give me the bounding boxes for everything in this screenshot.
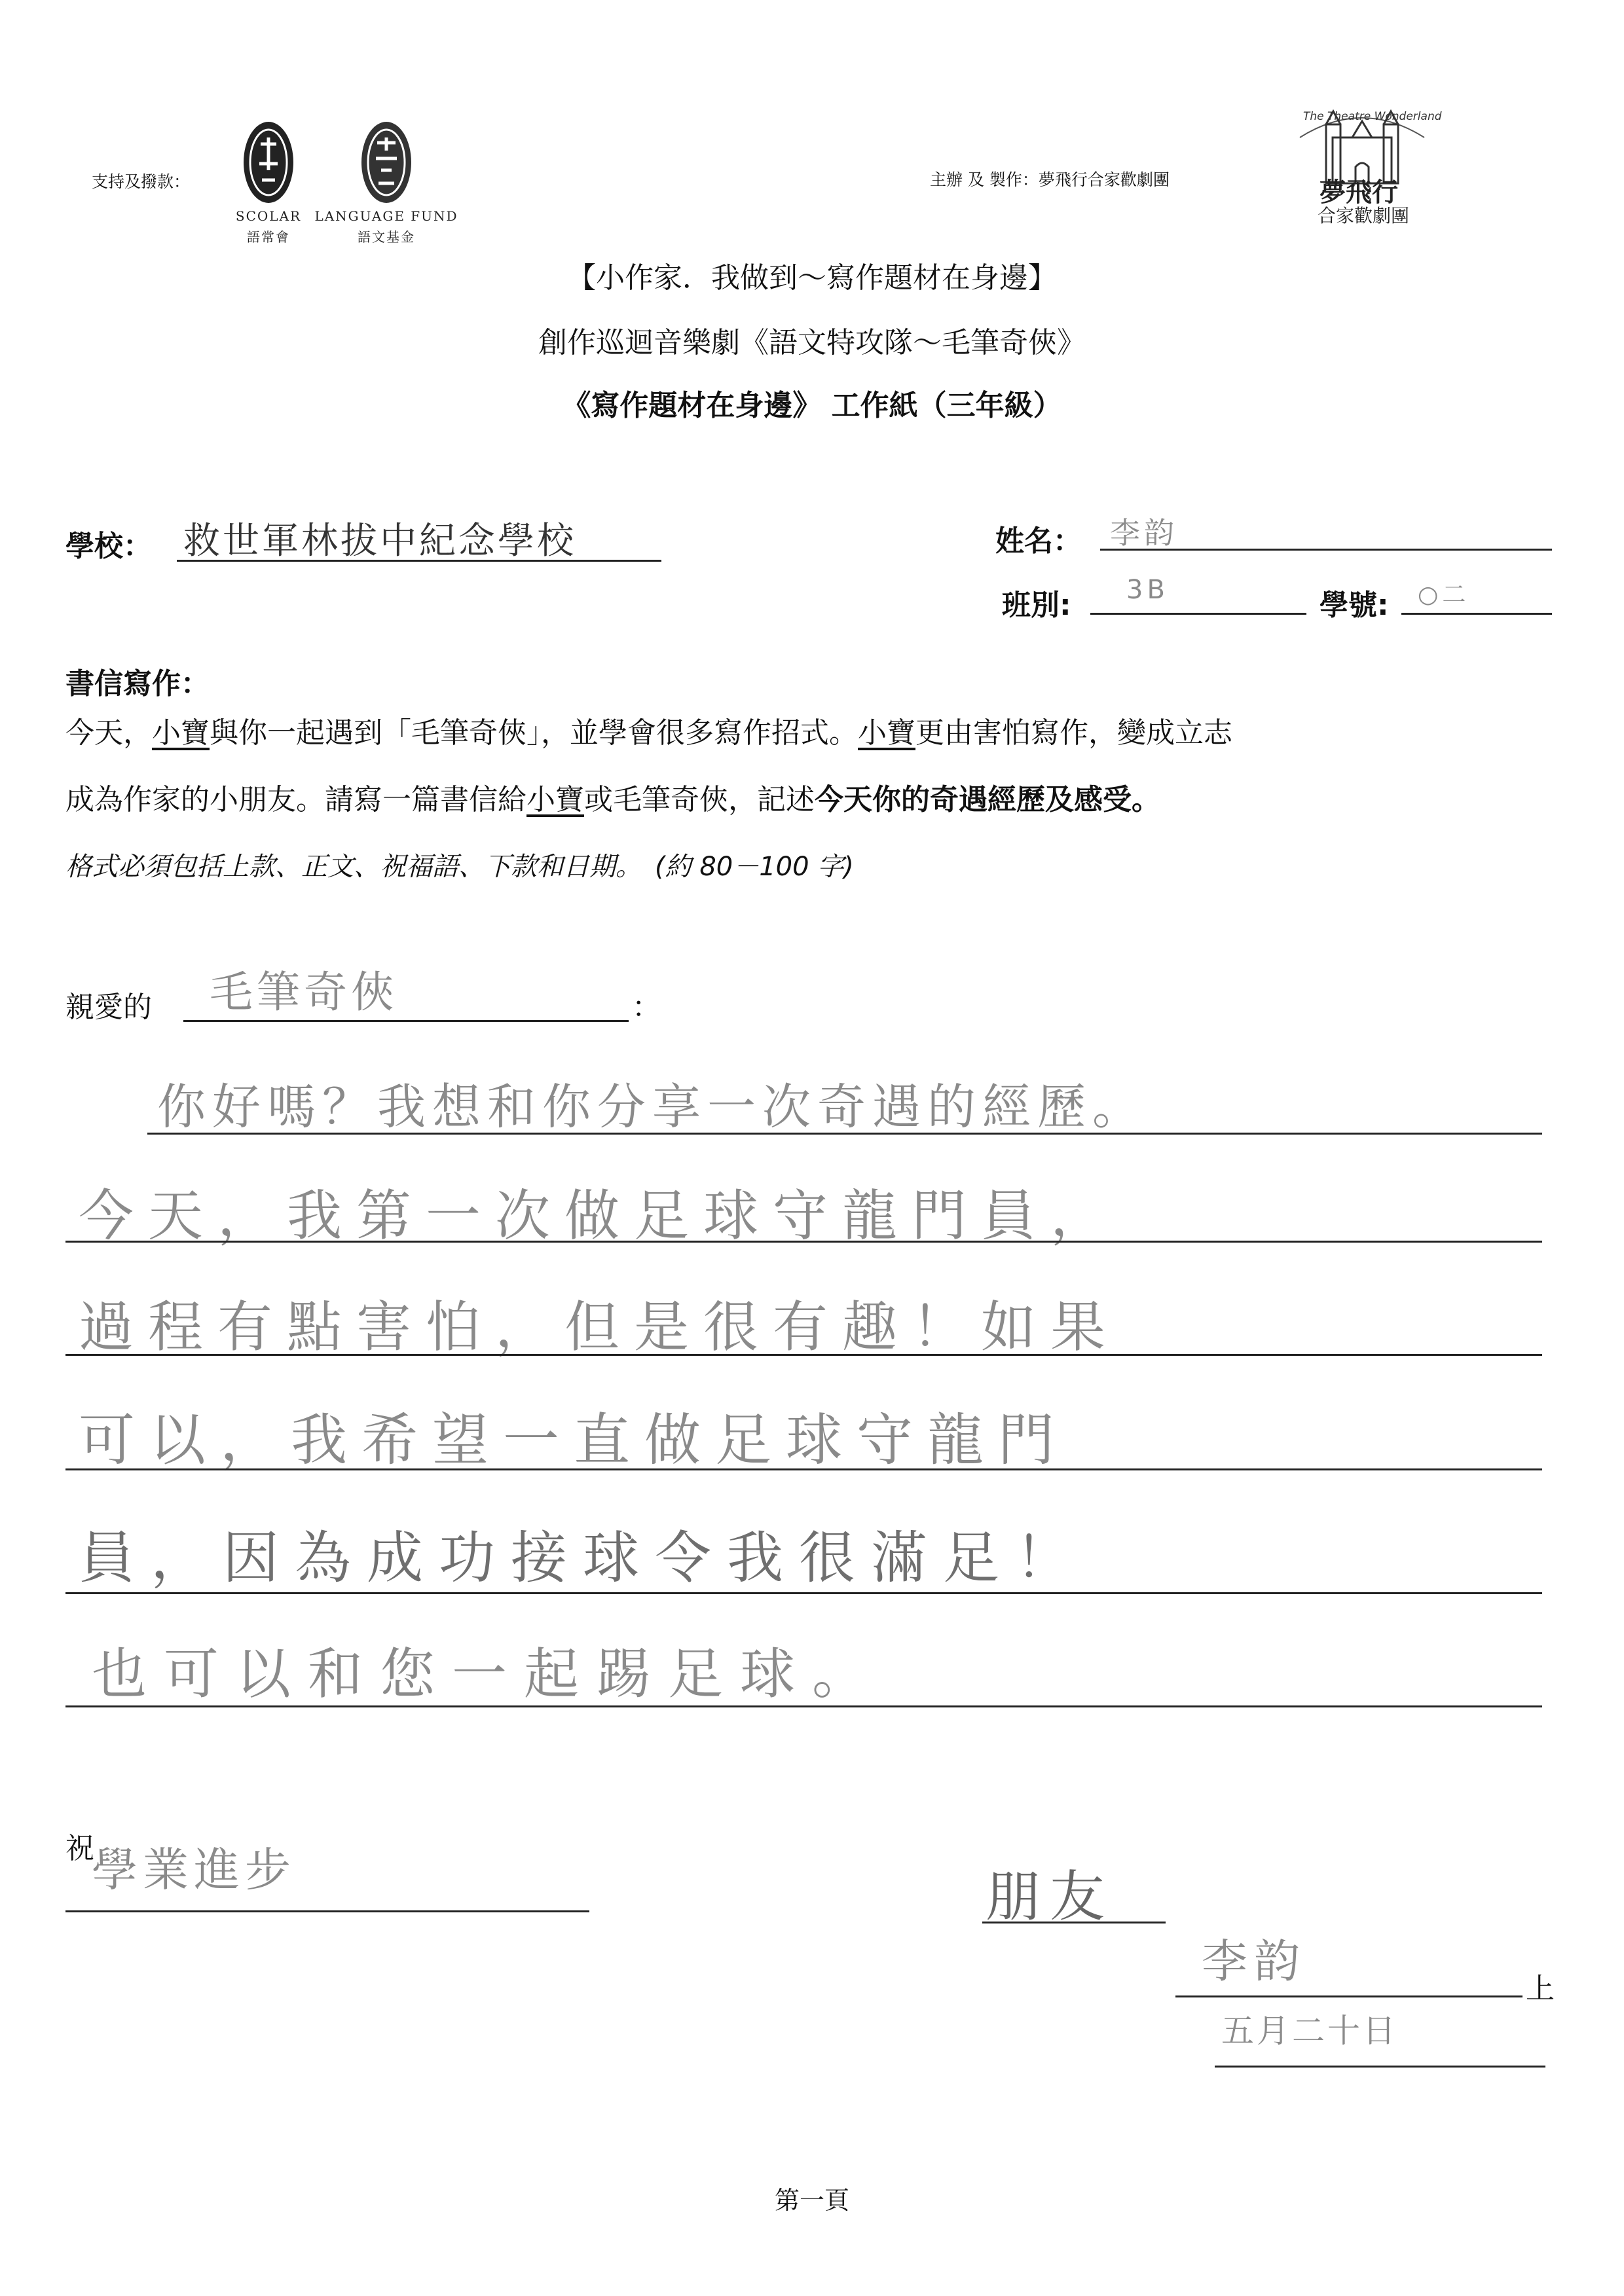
scolar-logo — [229, 118, 308, 210]
title-line-3: 《寫作題材在身邊》 工作紙（三年級） — [562, 389, 1062, 422]
body-rule-3 — [65, 1354, 1542, 1356]
theatre-zh-1: 夢飛行 — [1320, 177, 1398, 208]
date-underline — [1215, 2066, 1545, 2068]
body-line-3[interactable]: 過程有點害怕，但是很有趣！如果 — [79, 1295, 1120, 1359]
body-rule-1 — [147, 1133, 1542, 1135]
body-rule-4 — [65, 1468, 1542, 1470]
body-line-4[interactable]: 可以，我希望一直做足球守龍門 — [79, 1408, 1069, 1473]
scolar-seal-icon — [229, 118, 308, 210]
school-underline — [177, 560, 661, 562]
fund-en: LANGUAGE FUND — [314, 208, 458, 224]
date-value[interactable]: 五月二十日 — [1221, 2012, 1398, 2050]
greeting-underline — [183, 1020, 629, 1022]
class-label: 班別: — [1002, 589, 1071, 622]
number-value[interactable]: ○二 — [1418, 581, 1470, 608]
body-line-1[interactable]: 你好嗎？我想和你分享一次奇遇的經歷。 — [157, 1079, 1147, 1135]
task-paragraph-line-1 — [65, 704, 1572, 762]
title-line-2: 創作巡迴音樂劇《語文特攻隊～毛筆奇俠》 — [538, 326, 1086, 359]
page-number: 第一頁 — [774, 2186, 849, 2215]
name-value[interactable]: 李韵 — [1110, 515, 1178, 551]
blessing-underline — [65, 1910, 589, 1912]
blessing-label: 祝 — [65, 1832, 94, 1865]
title-line-1: 【小作家．我做到～寫作題材在身邊】 — [567, 261, 1057, 295]
p2-c: 或毛筆奇俠，記述 — [584, 783, 815, 816]
body-line-2[interactable]: 今天，我第一次做足球守龍門員， — [79, 1184, 1120, 1248]
number-label: 學號: — [1320, 589, 1389, 622]
signoff-name-underline — [1175, 1995, 1522, 1997]
theatre-zh-2: 合家歡劇團 — [1318, 205, 1410, 227]
theatre-en: The Theatre Wonderland — [1303, 110, 1442, 123]
body-rule-2 — [65, 1241, 1542, 1243]
p1-a: 今天， — [65, 716, 152, 750]
task-format-note: 格式必須包括上款、正文、祝福語、下款和日期。 (約 80－100 字) — [65, 852, 854, 882]
p2-a: 成為作家的小朋友。請寫一篇書信給 — [65, 783, 526, 816]
language-fund-seal-icon — [347, 118, 426, 210]
school-label: 學校： — [65, 530, 152, 563]
name-underline — [1100, 549, 1552, 551]
task-paragraph-line-2 — [65, 771, 1572, 829]
signoff-relation[interactable]: 朋友 — [986, 1865, 1115, 1929]
p1-xiaobao-1: 小寶 — [152, 716, 210, 750]
fund-zh: 語文基金 — [358, 229, 415, 245]
body-rule-6 — [65, 1705, 1542, 1707]
school-value[interactable]: 救世軍林拔中紀念學校 — [183, 520, 576, 562]
greeting-colon: ： — [632, 991, 661, 1024]
signoff-relation-underline — [982, 1922, 1166, 1923]
class-value[interactable]: 3B — [1126, 575, 1169, 605]
task-heading: 書信寫作： — [65, 667, 210, 701]
class-underline — [1090, 613, 1306, 615]
greeting-value[interactable]: 毛筆奇俠 — [210, 967, 398, 1017]
signoff-suffix: 上 — [1526, 1972, 1555, 2005]
name-label: 姓名： — [995, 524, 1082, 558]
p1-xiaobao-2: 小寶 — [858, 716, 915, 750]
p2-d: 今天你的奇遇經歷及感受。 — [815, 783, 1160, 816]
scolar-zh: 語常會 — [247, 229, 290, 245]
body-rule-5 — [65, 1592, 1542, 1594]
signoff-name[interactable]: 李韵 — [1202, 1935, 1306, 1988]
body-line-6[interactable]: 也可以和您一起踢足球。 — [92, 1642, 885, 1706]
blessing-value[interactable]: 學業進步 — [92, 1843, 296, 1897]
p1-c: 與你一起遇到「毛筆奇俠」，並學會很多寫作招式。 — [210, 716, 858, 750]
p2-xiaobao: 小寶 — [526, 783, 584, 816]
number-underline — [1401, 613, 1552, 615]
greeting-label: 親愛的 — [65, 991, 152, 1024]
p1-e: 更由害怕寫作，變成立志 — [915, 716, 1232, 750]
language-fund-logo — [347, 118, 426, 210]
body-line-5[interactable]: 員，因為成功接球令我很滿足！ — [79, 1525, 1087, 1591]
support-label: 支持及撥款： — [92, 172, 191, 191]
scolar-en: SCOLAR — [235, 208, 302, 224]
organizer-label: 主辦 及 製作：夢飛行合家歡劇團 — [930, 170, 1170, 189]
